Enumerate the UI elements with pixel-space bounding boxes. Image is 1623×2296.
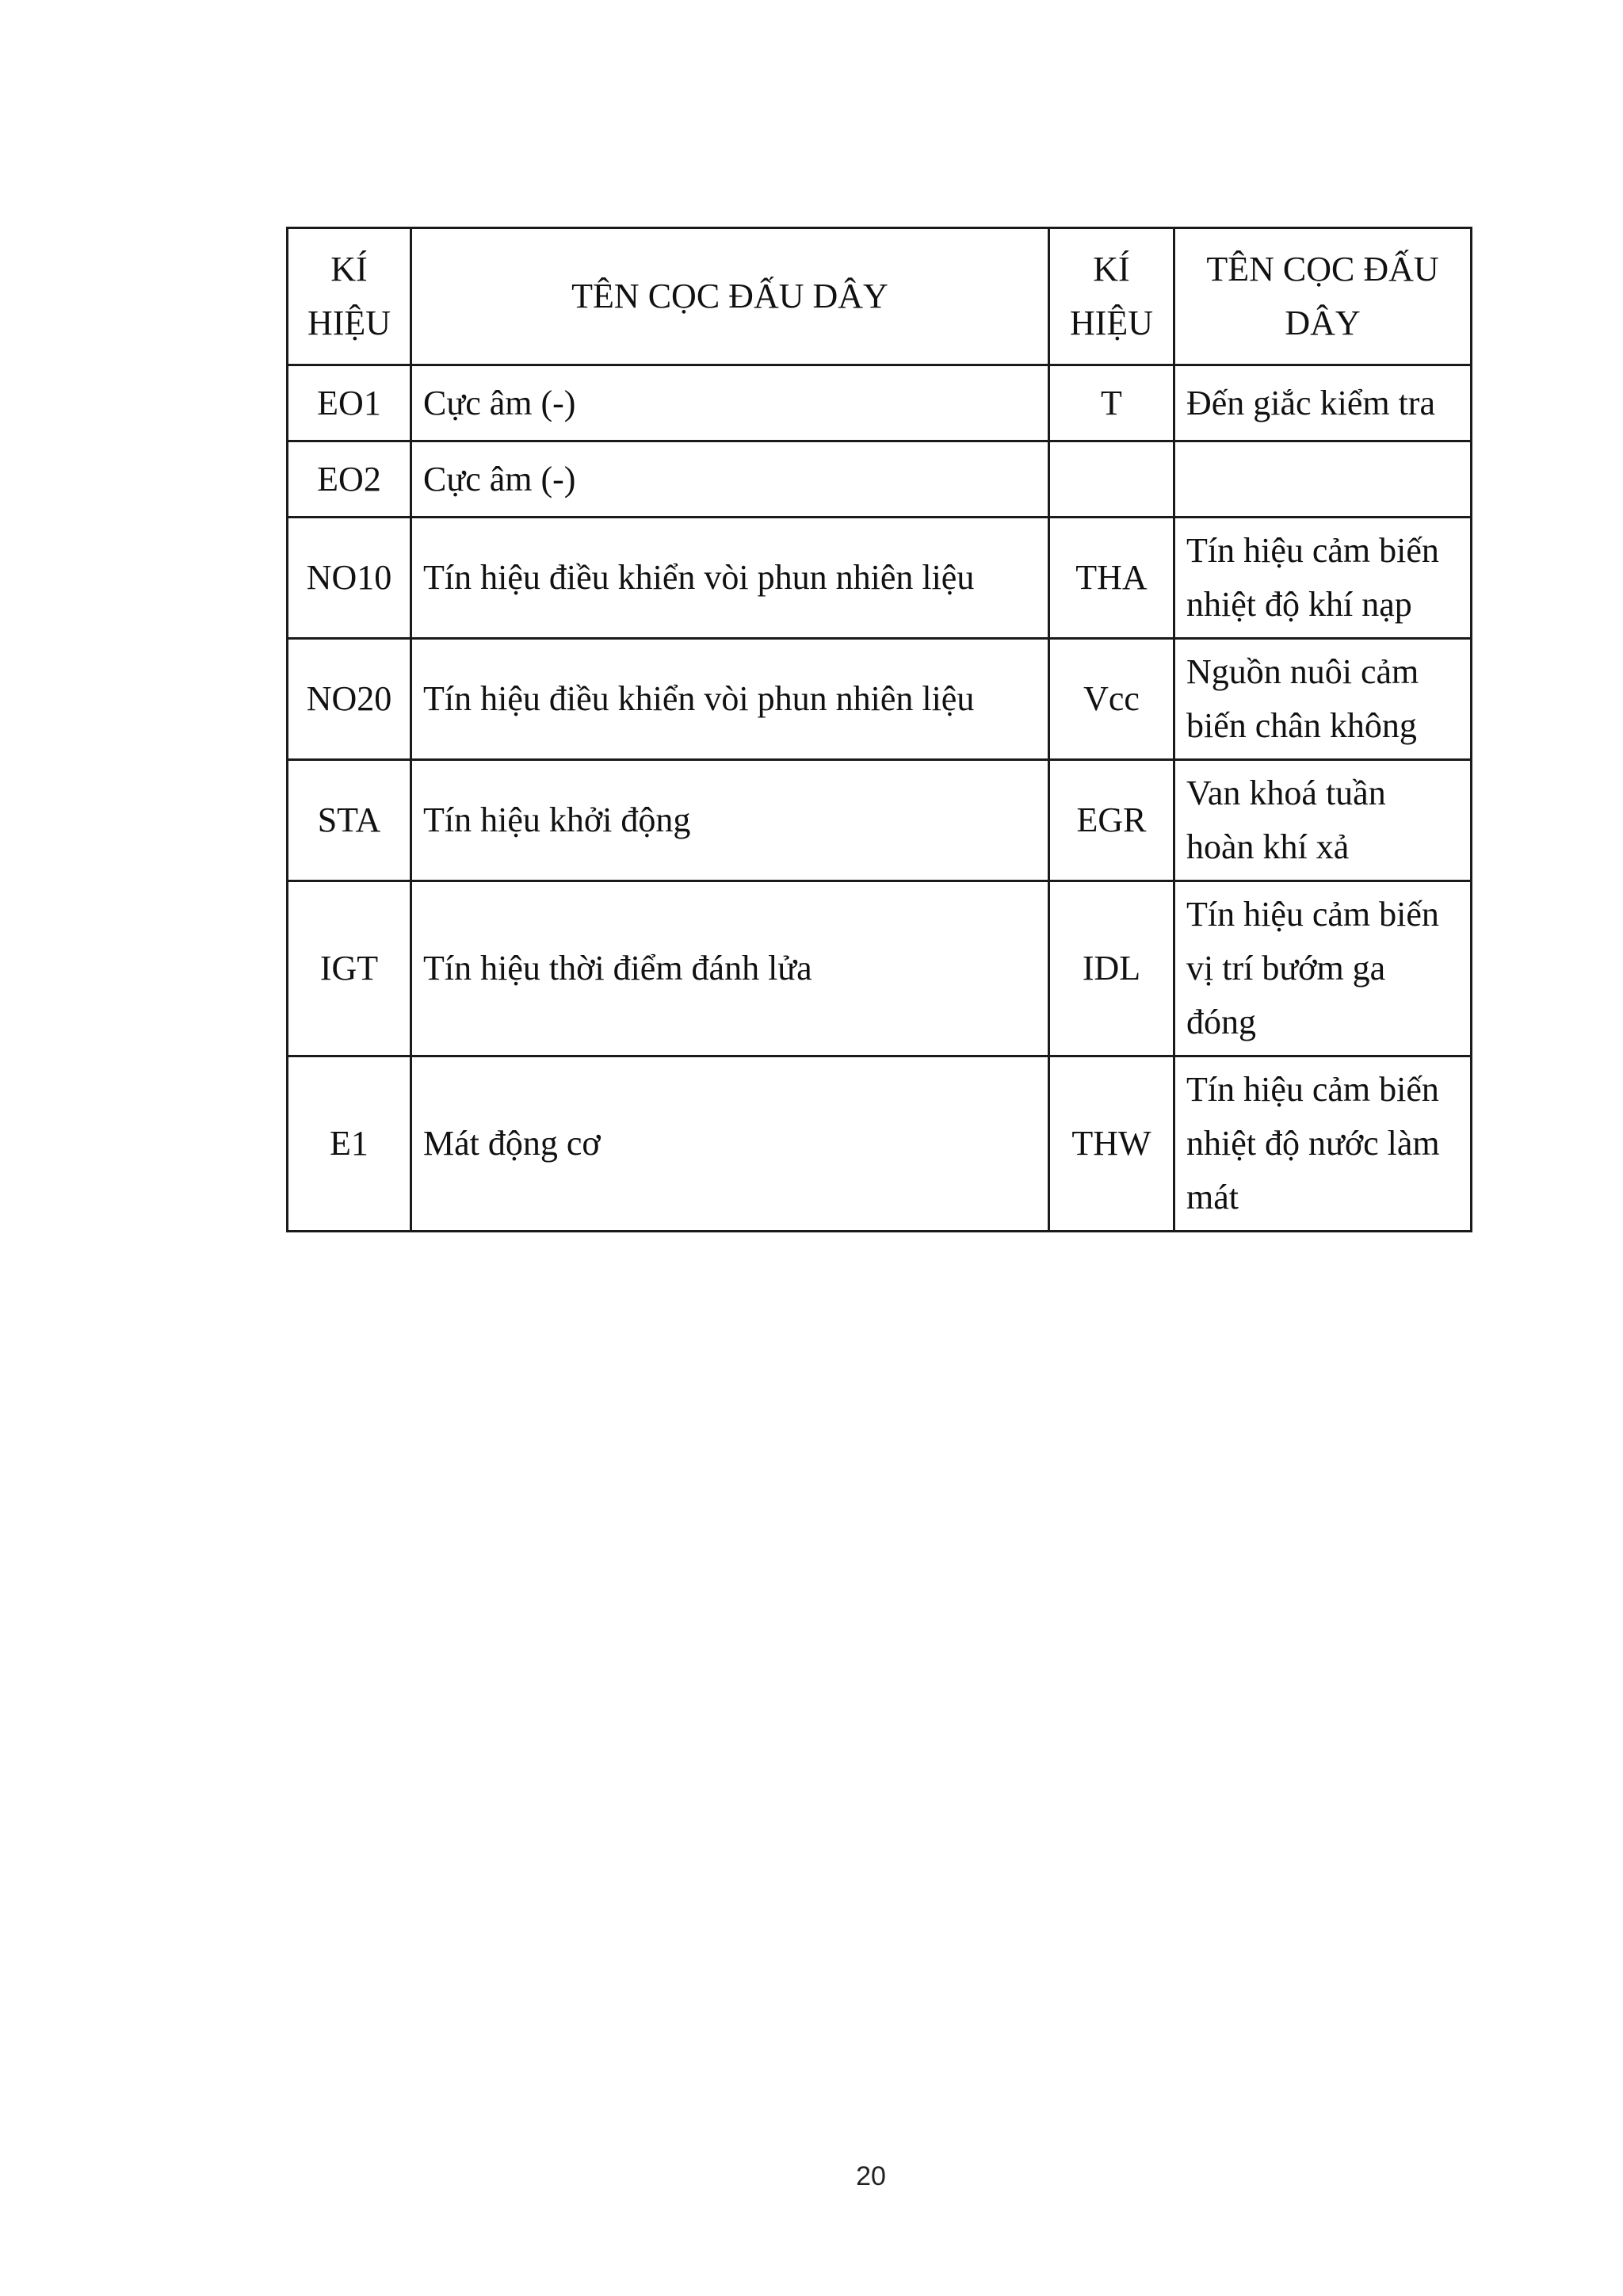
pin-symbol: THA — [1049, 518, 1174, 639]
pin-name: Cực âm (-) — [411, 441, 1049, 518]
pin-symbol: T — [1049, 365, 1174, 441]
pin-name: Van khoá tuần hoàn khí xả — [1174, 760, 1472, 881]
pin-symbol: E1 — [288, 1056, 411, 1232]
pin-symbol: EO2 — [288, 441, 411, 518]
pin-name: Đến giắc kiểm tra — [1174, 365, 1472, 441]
pin-symbol: STA — [288, 760, 411, 881]
table-row — [288, 1056, 1472, 1232]
pin-symbol: IGT — [288, 881, 411, 1056]
pin-symbol — [1049, 441, 1174, 518]
pin-symbol: NO20 — [288, 639, 411, 760]
pin-symbol: IDL — [1049, 881, 1174, 1056]
header-symbol-left: KÍ HIỆU — [288, 228, 411, 365]
table-row — [288, 365, 1472, 441]
pin-name: Tín hiệu cảm biến nhiệt độ nước làm mát — [1174, 1056, 1472, 1232]
pin-name: Tín hiệu điều khiển vòi phun nhiên liệu — [411, 639, 1049, 760]
header-symbol-right: KÍ HIỆU — [1049, 228, 1174, 365]
table-row — [288, 639, 1472, 760]
header-name-right: TÊN CỌC ĐẤU DÂY — [1174, 228, 1472, 365]
table-row — [288, 881, 1472, 1056]
pin-symbol: EO1 — [288, 365, 411, 441]
pin-name: Cực âm (-) — [411, 365, 1049, 441]
pin-name: Nguồn nuôi cảm biến chân không — [1174, 639, 1472, 760]
pin-symbol: Vcc — [1049, 639, 1174, 760]
pin-name: Tín hiệu thời điểm đánh lửa — [411, 881, 1049, 1056]
page-number: 20 — [856, 2161, 886, 2191]
pin-name: Mát động cơ — [411, 1056, 1049, 1232]
header-name-left: TÊN CỌC ĐẤU DÂY — [411, 228, 1049, 365]
pin-symbol: THW — [1049, 1056, 1174, 1232]
pin-name: Tín hiệu cảm biến nhiệt độ khí nạp — [1174, 518, 1472, 639]
pin-name: Tín hiệu điều khiển vòi phun nhiên liệu — [411, 518, 1049, 639]
pin-symbol: EGR — [1049, 760, 1174, 881]
table-row — [288, 441, 1472, 518]
connector-pin-table — [286, 227, 1472, 1232]
pin-name: Tín hiệu cảm biến vị trí bướm ga đóng — [1174, 881, 1472, 1056]
table-row — [288, 518, 1472, 639]
pin-name — [1174, 441, 1472, 518]
pin-name: Tín hiệu khởi động — [411, 760, 1049, 881]
pin-symbol: NO10 — [288, 518, 411, 639]
table-row — [288, 760, 1472, 881]
table-header-row — [288, 228, 1472, 365]
